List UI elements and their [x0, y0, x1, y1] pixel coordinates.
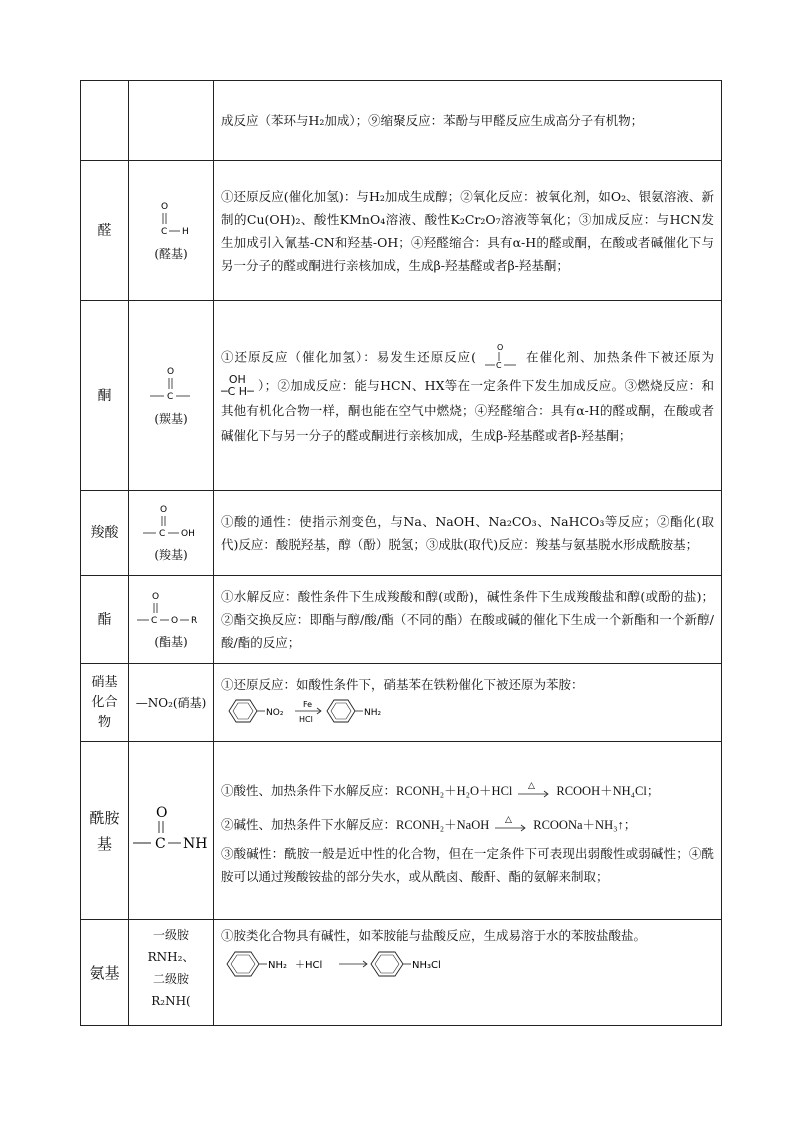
atom-o: O [156, 804, 168, 821]
eq-left: NO₂ [266, 707, 284, 718]
table-row [81, 161, 722, 301]
atom-c: C [151, 615, 158, 626]
row-group [129, 161, 214, 301]
row-name: 酯 [81, 576, 129, 664]
ketone-text-a: ①还原反应（催化加氢）：易发生还原反应( [221, 349, 477, 365]
benzene-ring-icon [227, 952, 259, 976]
svg-text:C: C [496, 360, 502, 370]
atom-c: C [155, 835, 166, 852]
atom-o: O [167, 366, 175, 377]
row-text [214, 920, 722, 1026]
secondary-alcohol-inline: OH ─C H─ [221, 373, 254, 399]
row-group [129, 576, 214, 664]
atom-o: O [160, 505, 168, 515]
table-row [81, 81, 722, 161]
reaction-table [80, 80, 722, 1026]
heat-arrow-icon [516, 780, 552, 802]
row-name [81, 81, 129, 161]
row-name: 酮 [81, 301, 129, 491]
nitro-text: ①还原反应：如酸性条件下，硝基苯在铁粉催化下被还原为苯胺： [221, 676, 584, 692]
atom-r: R [191, 615, 198, 626]
row-name: 硝基化合物 [81, 664, 129, 742]
svg-text:△: △ [505, 815, 513, 825]
row-name: 醛 [81, 161, 129, 301]
row-text [214, 742, 722, 920]
row-name: 酰胺基 [81, 742, 129, 920]
aldehyde-group-structure [136, 200, 206, 242]
svg-text:△: △ [528, 781, 536, 791]
group-label: (羧基) [154, 548, 188, 562]
eq-right: NH₂ [364, 707, 382, 718]
table-row [81, 920, 722, 1026]
atom-c: C [161, 226, 168, 237]
amide-text: ③酸碱性：酰胺一般是近中性的化合物，但在一定条件下可表现出弱酸性或弱碱性；④酰胺可以通过羧酸铵盐的部分失水，或从酰卤、酸酐、酯的氨解来制取； [221, 845, 714, 884]
row-text: ①水解反应：酸性条件下生成羧酸和醇(或酚)，碱性条件下生成羧酸盐和醇(或酚的盐)；②酯交换反应：即酯与醇/酸/酯（不同的酯）在酸或碱的催化下生成一个新酯和一个新醇/酸/酯的反应； [214, 576, 722, 664]
eq-top: Fe [303, 699, 313, 709]
table-row [81, 742, 722, 920]
eq-bottom: HCl [299, 714, 313, 724]
table-row [81, 576, 722, 664]
eq-plus: ＋HCl [295, 960, 323, 971]
aniline-hcl-equation [221, 947, 501, 981]
row-group [129, 81, 214, 161]
ketone-carbonyl-inline [481, 343, 521, 373]
table-row [81, 301, 722, 491]
amide-base-line: ②碱性、加热条件下水解反应：RCONH₂＋NaOH △ RCOONa＋NH₃↑； [221, 808, 714, 842]
heat-arrow-icon [493, 814, 529, 836]
table-row [81, 664, 722, 742]
table-row [81, 491, 722, 576]
atom-o: O [152, 591, 160, 602]
atom-o2: O [171, 615, 179, 626]
eq-left: NH₂ [268, 960, 288, 971]
row-group [129, 742, 214, 920]
row-text [214, 301, 722, 491]
ester-group-structure [132, 590, 210, 630]
row-text [214, 664, 722, 742]
row-name: 羧酸 [81, 491, 129, 576]
atom-oh: OH [181, 529, 195, 539]
eq-right: NH₃Cl [412, 960, 441, 971]
ketone-text-c: ）；②加成反应：能与HCN、HX等在一定条件下发生加成反应。③燃烧反应：和其他有机化合物一样，酮也能在空气中燃烧；④羟醛缩合：具有α-H的醛或酮，在酸或者碱催化下与另一分子的醛或酮进行亲核加成，生成β-羟基醛或者β-羟基酮； [221, 377, 714, 444]
benzene-ring-icon [371, 952, 403, 976]
carboxyl-group-structure [135, 503, 207, 543]
row-group [129, 491, 214, 576]
group-label: (羰基) [154, 411, 188, 426]
row-group [129, 301, 214, 491]
row-text: 成反应（苯环与H₂加成）；⑨缩聚反应：苯酚与甲醛反应生成高分子有机物； [214, 81, 722, 161]
ketone-text-b: 在催化剂、加热条件下被还原为 [526, 349, 714, 365]
group-label: (酯基) [154, 634, 188, 649]
row-name: 氨基 [81, 920, 129, 1026]
row-group: —NO₂(硝基) [129, 664, 214, 742]
nitro-reduction-equation [221, 696, 421, 726]
atom-nh: NH [183, 835, 208, 852]
svg-text:O: O [497, 342, 504, 352]
amide-acid-line: ①酸性、加热条件下水解反应：RCONH₂＋H₂O＋HCl △ RCOOH＋NH₄Cl； [221, 774, 714, 808]
atom-o: O [161, 201, 169, 212]
row-group: 一级胺 RNH₂、 二级胺 R₂NH( [129, 920, 214, 1026]
amine-text: ①胺类化合物具有碱性，如苯胺能与盐酸反应，生成易溶于水的苯胺盐酸盐。 [221, 928, 647, 943]
atom-h: H [182, 226, 189, 237]
row-text: ①还原反应(催化加氢)：与H₂加成生成醇；②氧化反应：被氧化剂，如O₂、银氨溶液、新制的Cu(OH)₂、酸性KMnO₄溶液、酸性K₂Cr₂O₇溶液等氧化；③加成反应：与HCN发生加成引入氰基-CN和羟基-OH；④羟醛缩合：具有α-H的醛或酮，在酸或者碱催化下与另一分子的醛或酮进行亲核加成，生成β-羟基醛或者β-羟基酮； [214, 161, 722, 301]
group-label: (醛基) [154, 246, 188, 261]
amide-group-structure [131, 803, 211, 855]
row-text: ①酸的通性：使指示剂变色，与Na、NaOH、Na₂CO₃、NaHCO₃等反应；②酯化(取代)反应：酸脱羟基，醇（酚）脱氢；③成肽(取代)反应：羧基与氨基脱水形成酰胺基； [214, 491, 722, 576]
carbonyl-group-structure [136, 365, 206, 407]
atom-c: C [167, 391, 174, 402]
atom-c: C [159, 529, 166, 539]
